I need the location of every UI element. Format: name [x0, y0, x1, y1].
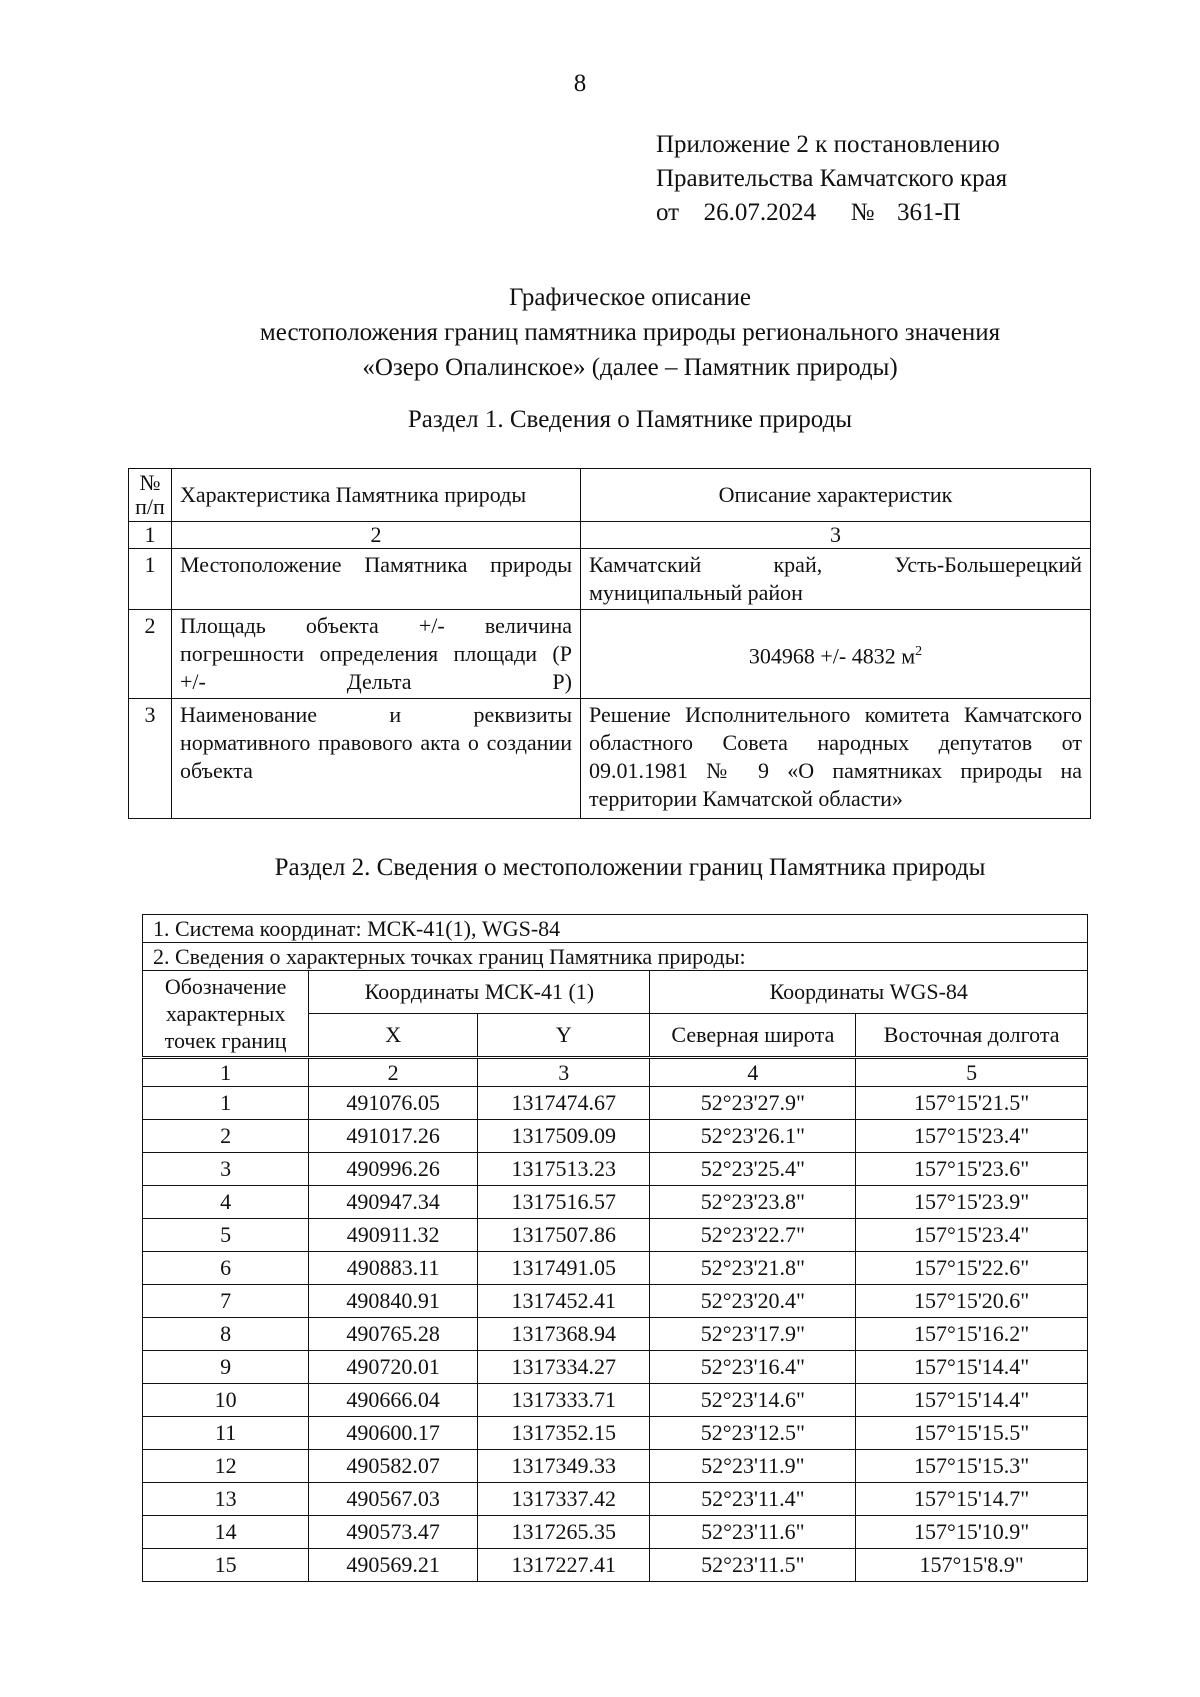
- y-coordinate-cell: 1317507.86: [478, 1219, 650, 1252]
- longitude-cell: 157°15'23.9": [856, 1186, 1088, 1219]
- title-line-3: «Озеро Опалинское» (далее – Памятник природы): [362, 354, 898, 381]
- x-coordinate-cell: 490911.32: [309, 1219, 478, 1252]
- latitude-cell: 52°23'11.5": [650, 1549, 856, 1582]
- header-designation: Обозначение характерных точек границ: [143, 971, 309, 1058]
- resolution-number: 361-П: [896, 199, 961, 226]
- header-description: Описание характеристик: [581, 469, 1091, 522]
- table-row: [143, 1483, 1088, 1516]
- table-row: [143, 1318, 1088, 1351]
- column-number: 5: [856, 1058, 1088, 1087]
- table-row: [129, 549, 1091, 610]
- y-coordinate-cell: 1317474.67: [478, 1087, 650, 1120]
- page-number: 8: [573, 70, 587, 97]
- table-row: [143, 1186, 1088, 1219]
- header-characteristic: Характеристика Памятника природы: [172, 469, 581, 522]
- number-sign: №: [850, 199, 875, 226]
- section2-title: Раздел 2. Сведения о местоположении границ Памятника природы: [274, 854, 986, 881]
- x-coordinate-cell: 490666.04: [309, 1384, 478, 1417]
- x-coordinate-cell: 490883.11: [309, 1252, 478, 1285]
- column-number: 2: [172, 522, 581, 549]
- x-coordinate-cell: 490569.21: [309, 1549, 478, 1582]
- column-number: 2: [309, 1058, 478, 1087]
- table-row: [143, 1450, 1088, 1483]
- longitude-cell: 157°15'14.4": [856, 1384, 1088, 1417]
- row-number: 1: [129, 549, 172, 610]
- header-y: Y: [478, 1013, 650, 1057]
- header-longitude: Восточная долгота: [856, 1013, 1088, 1057]
- longitude-cell: 157°15'10.9": [856, 1516, 1088, 1549]
- appendix-date-line: [656, 196, 1007, 230]
- point-id-cell: 11: [143, 1417, 309, 1450]
- latitude-cell: 52°23'17.9": [650, 1318, 856, 1351]
- longitude-cell: 157°15'23.4": [856, 1120, 1088, 1153]
- latitude-cell: 52°23'11.4": [650, 1483, 856, 1516]
- point-id-cell: 14: [143, 1516, 309, 1549]
- longitude-cell: 157°15'22.6": [856, 1252, 1088, 1285]
- point-id-cell: 6: [143, 1252, 309, 1285]
- latitude-cell: 52°23'11.9": [650, 1450, 856, 1483]
- table-header-row: [129, 469, 1091, 522]
- description-cell: Решение Исполнительного комитета Камчатского областного Совета народных депутатов от 09.01.1981 № 9 «О памятниках природы на территории Камчатской области»: [581, 699, 1091, 819]
- y-coordinate-cell: 1317352.15: [478, 1417, 650, 1450]
- y-coordinate-cell: 1317265.35: [478, 1516, 650, 1549]
- table-row: [143, 1516, 1088, 1549]
- column-number: 1: [129, 522, 172, 549]
- longitude-cell: 157°15'15.5": [856, 1417, 1088, 1450]
- description-cell: Камчатский край, Усть-Большерецкий муниципальный район: [581, 549, 1091, 610]
- x-coordinate-cell: 491017.26: [309, 1120, 478, 1153]
- section1-table: [128, 468, 1091, 819]
- column-number-row: [143, 1058, 1088, 1087]
- table-row: [143, 1153, 1088, 1186]
- x-coordinate-cell: 490720.01: [309, 1351, 478, 1384]
- longitude-cell: 157°15'14.4": [856, 1351, 1088, 1384]
- table-row: [143, 1252, 1088, 1285]
- description-cell: [581, 610, 1091, 699]
- row-number: 2: [129, 610, 172, 699]
- column-number: 4: [650, 1058, 856, 1087]
- latitude-cell: 52°23'25.4": [650, 1153, 856, 1186]
- header-number: № п/п: [129, 469, 172, 522]
- y-coordinate-cell: 1317333.71: [478, 1384, 650, 1417]
- latitude-cell: 52°23'11.6": [650, 1516, 856, 1549]
- x-coordinate-cell: 490573.47: [309, 1516, 478, 1549]
- longitude-cell: 157°15'15.3": [856, 1450, 1088, 1483]
- x-coordinate-cell: 490567.03: [309, 1483, 478, 1516]
- longitude-cell: 157°15'20.6": [856, 1285, 1088, 1318]
- point-id-cell: 1: [143, 1087, 309, 1120]
- longitude-cell: 157°15'16.2": [856, 1318, 1088, 1351]
- latitude-cell: 52°23'12.5": [650, 1417, 856, 1450]
- latitude-cell: 52°23'14.6": [650, 1384, 856, 1417]
- latitude-cell: 52°23'26.1": [650, 1120, 856, 1153]
- table-row: [143, 1351, 1088, 1384]
- section2-table: [142, 914, 1088, 1582]
- y-coordinate-cell: 1317516.57: [478, 1186, 650, 1219]
- y-coordinate-cell: 1317337.42: [478, 1483, 650, 1516]
- header-msk-group: Координаты МСК-41 (1): [309, 971, 650, 1014]
- latitude-cell: 52°23'20.4": [650, 1285, 856, 1318]
- table-row: [129, 610, 1091, 699]
- latitude-cell: 52°23'23.8": [650, 1186, 856, 1219]
- point-id-cell: 8: [143, 1318, 309, 1351]
- y-coordinate-cell: 1317452.41: [478, 1285, 650, 1318]
- coord-system-cell: 1. Система координат: МСК-41(1), WGS-84: [143, 915, 1088, 943]
- point-id-cell: 4: [143, 1186, 309, 1219]
- x-coordinate-cell: 490947.34: [309, 1186, 478, 1219]
- row-number: 3: [129, 699, 172, 819]
- title-line-1: Графическое описание: [508, 284, 752, 311]
- latitude-cell: 52°23'27.9": [650, 1087, 856, 1120]
- points-caption-row: [143, 943, 1088, 971]
- x-coordinate-cell: 490600.17: [309, 1417, 478, 1450]
- y-coordinate-cell: 1317334.27: [478, 1351, 650, 1384]
- y-coordinate-cell: 1317491.05: [478, 1252, 650, 1285]
- table-row: [143, 1120, 1088, 1153]
- point-id-cell: 7: [143, 1285, 309, 1318]
- latitude-cell: 52°23'22.7": [650, 1219, 856, 1252]
- title-line-2: местоположения границ памятника природы регионального значения: [259, 319, 1001, 346]
- header-latitude: Северная широта: [650, 1013, 856, 1057]
- appendix-line-2: Правительства Камчатского края: [656, 165, 1008, 192]
- point-id-cell: 10: [143, 1384, 309, 1417]
- characteristic-cell: Наименование и реквизиты нормативного правового акта о создании объекта: [172, 699, 581, 819]
- table-header-row: [143, 971, 1088, 1014]
- coord-system-row: [143, 915, 1088, 943]
- table-row: [143, 1285, 1088, 1318]
- table-row: [143, 1417, 1088, 1450]
- column-number-row: [129, 522, 1091, 549]
- appendix-block: [656, 128, 1007, 230]
- document-title: [0, 280, 1200, 385]
- y-coordinate-cell: 1317227.41: [478, 1549, 650, 1582]
- section1-title: Раздел 1. Сведения о Памятнике природы: [407, 406, 853, 433]
- longitude-cell: 157°15'21.5": [856, 1087, 1088, 1120]
- resolution-date: 26.07.2024: [703, 199, 817, 226]
- appendix-line-1: Приложение 2 к постановлению: [656, 131, 1000, 158]
- characteristic-cell: Площадь объекта +/- величина погрешности определения площади (Р +/- Дельта Р): [172, 610, 581, 699]
- x-coordinate-cell: 490765.28: [309, 1318, 478, 1351]
- table-row: [143, 1384, 1088, 1417]
- points-body: [143, 1087, 1088, 1582]
- area-value: 304968 +/- 4832 м: [748, 643, 916, 669]
- longitude-cell: 157°15'23.6": [856, 1153, 1088, 1186]
- column-number: 3: [581, 522, 1091, 549]
- characteristic-cell: Местоположение Памятника природы: [172, 549, 581, 610]
- y-coordinate-cell: 1317368.94: [478, 1318, 650, 1351]
- table-row: [143, 1087, 1088, 1120]
- point-id-cell: 9: [143, 1351, 309, 1384]
- longitude-cell: 157°15'23.4": [856, 1219, 1088, 1252]
- table-row: [143, 1219, 1088, 1252]
- y-coordinate-cell: 1317513.23: [478, 1153, 650, 1186]
- y-coordinate-cell: 1317509.09: [478, 1120, 650, 1153]
- latitude-cell: 52°23'16.4": [650, 1351, 856, 1384]
- column-number: 3: [478, 1058, 650, 1087]
- points-caption-cell: 2. Сведения о характерных точках границ Памятника природы:: [143, 943, 1088, 971]
- point-id-cell: 13: [143, 1483, 309, 1516]
- y-coordinate-cell: 1317349.33: [478, 1450, 650, 1483]
- date-prefix: от: [656, 199, 680, 226]
- longitude-cell: 157°15'8.9": [856, 1549, 1088, 1582]
- point-id-cell: 12: [143, 1450, 309, 1483]
- header-wgs-group: Координаты WGS-84: [650, 971, 1088, 1014]
- column-number: 1: [143, 1058, 309, 1087]
- latitude-cell: 52°23'21.8": [650, 1252, 856, 1285]
- x-coordinate-cell: 490582.07: [309, 1450, 478, 1483]
- point-id-cell: 5: [143, 1219, 309, 1252]
- header-x: X: [309, 1013, 478, 1057]
- point-id-cell: 15: [143, 1549, 309, 1582]
- x-coordinate-cell: 490996.26: [309, 1153, 478, 1186]
- table-row: [143, 1549, 1088, 1582]
- x-coordinate-cell: 491076.05: [309, 1087, 478, 1120]
- point-id-cell: 2: [143, 1120, 309, 1153]
- x-coordinate-cell: 490840.91: [309, 1285, 478, 1318]
- area-unit-exponent: 2: [915, 643, 923, 659]
- point-id-cell: 3: [143, 1153, 309, 1186]
- longitude-cell: 157°15'14.7": [856, 1483, 1088, 1516]
- table-row: [129, 699, 1091, 819]
